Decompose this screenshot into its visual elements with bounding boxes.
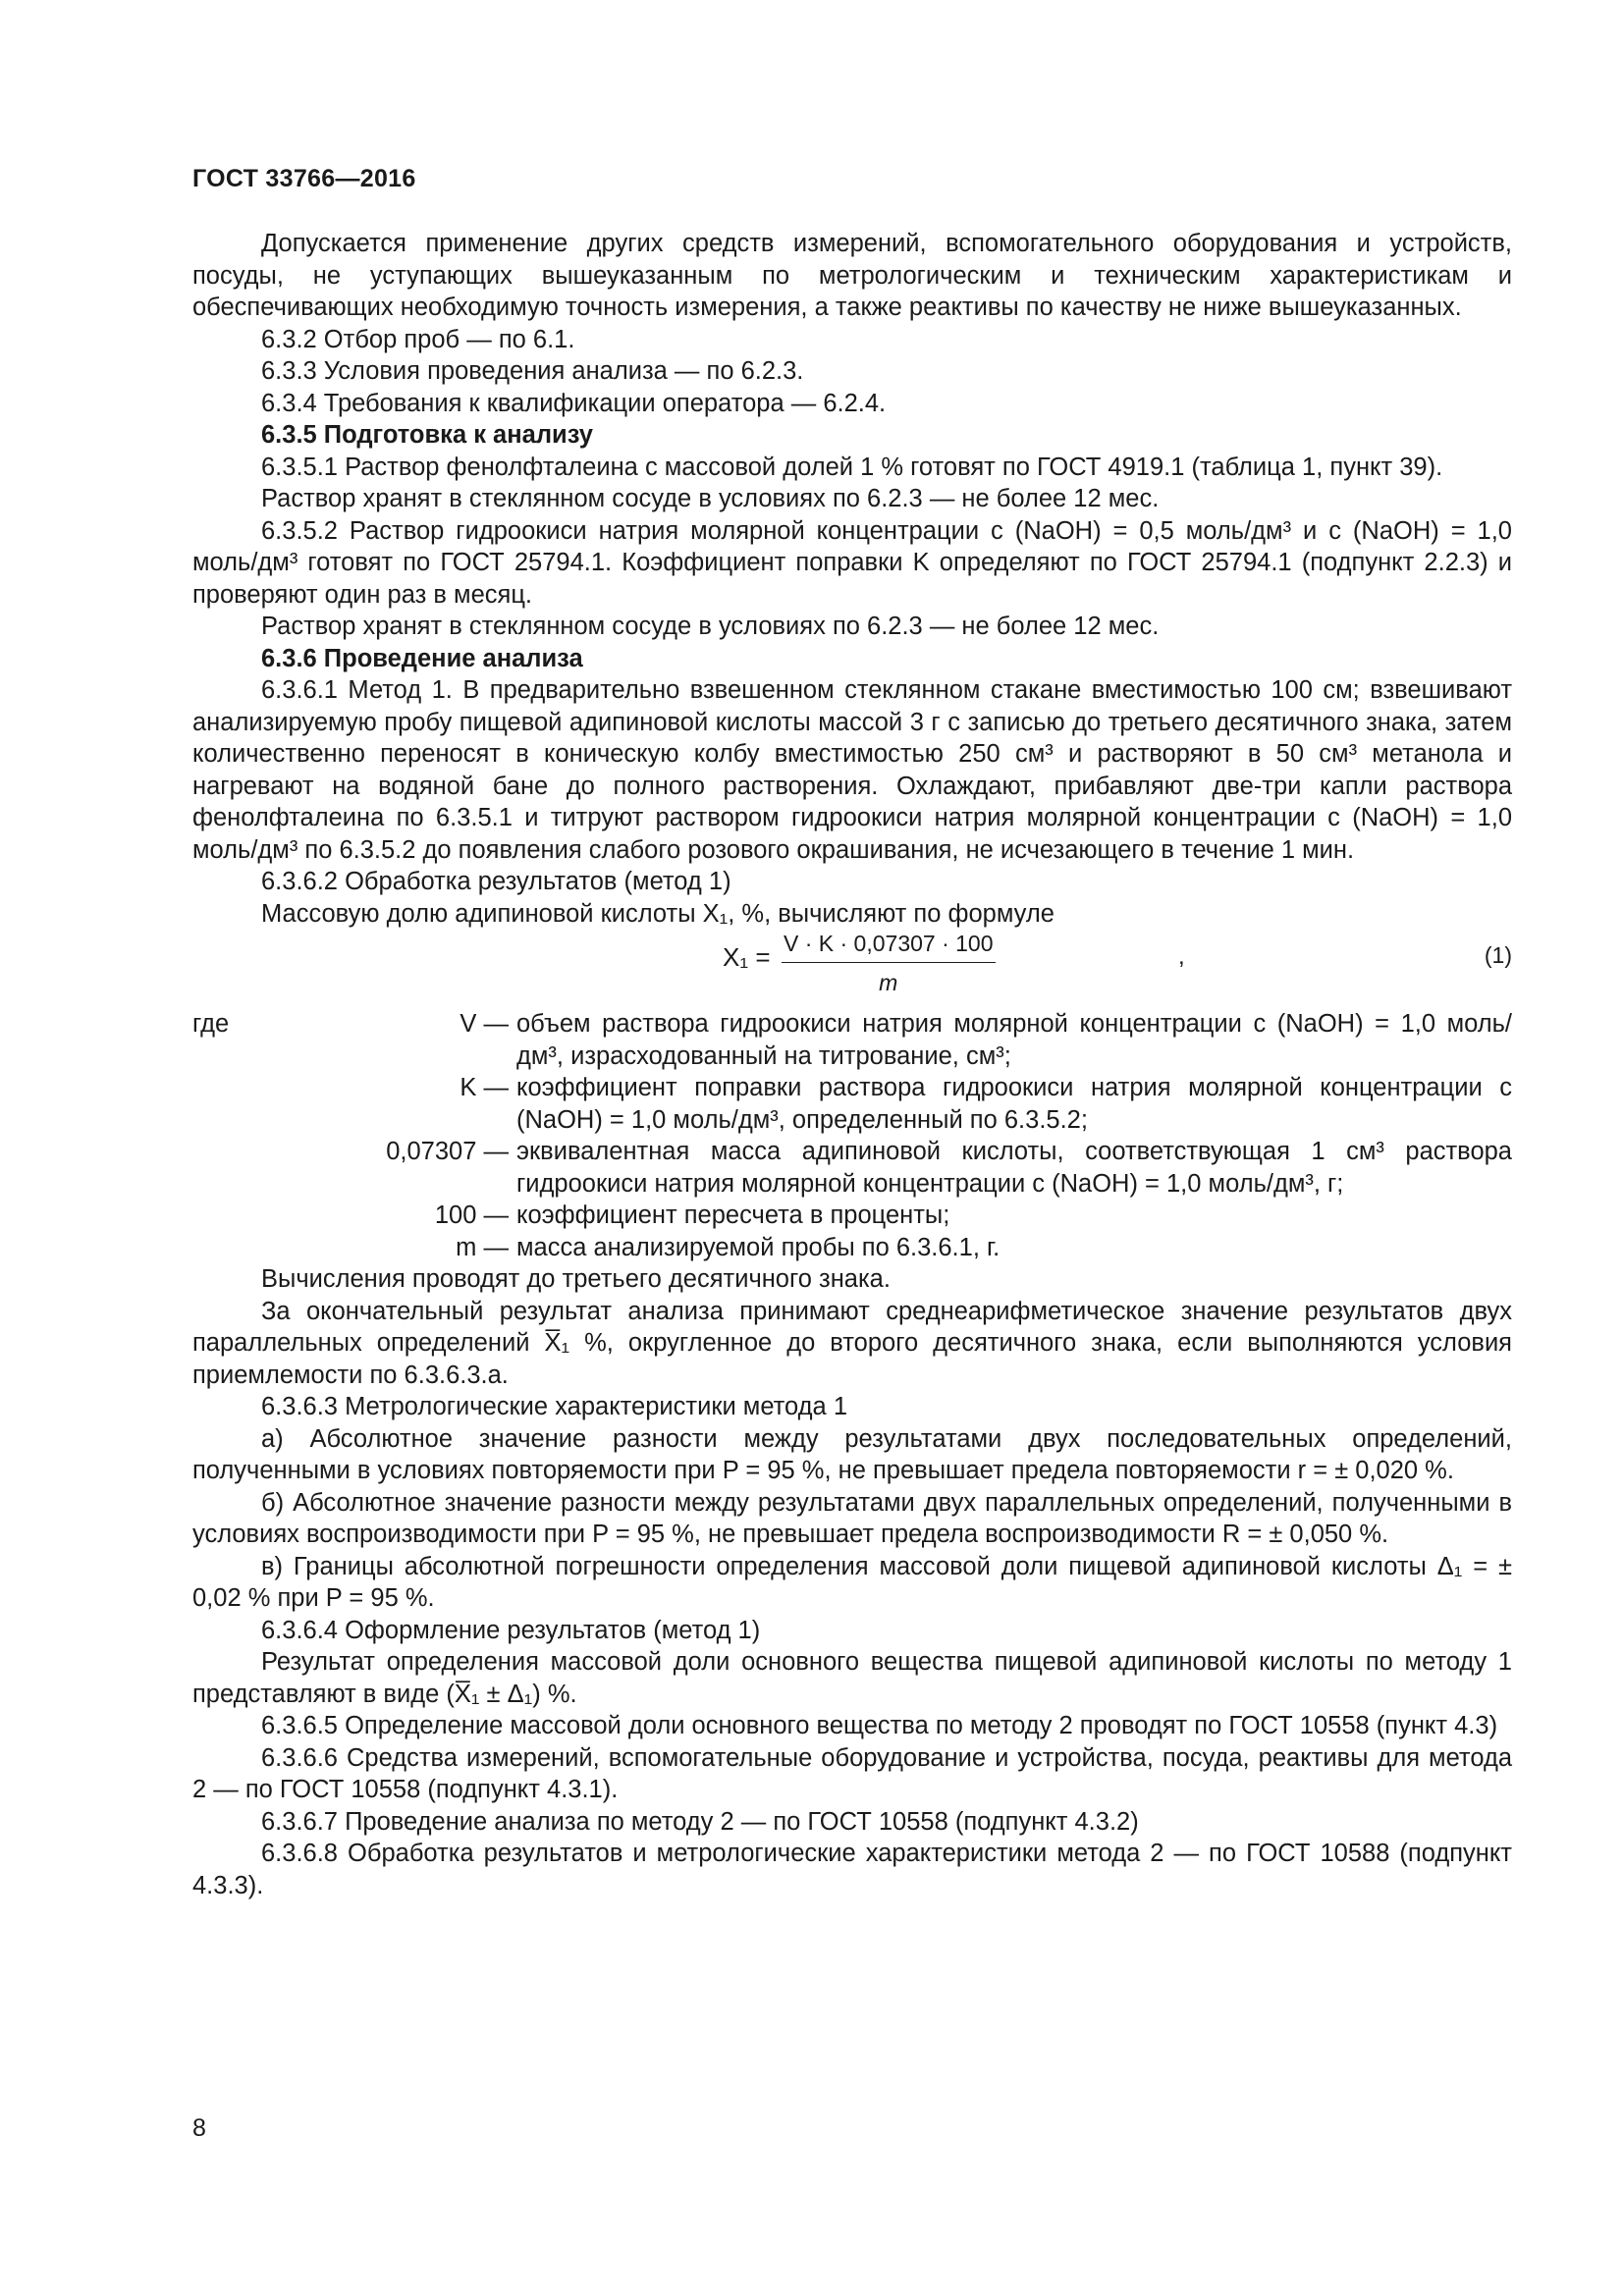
where-symbol: K —: [460, 1074, 509, 1101]
paragraph: 6.3.6.7 Проведение анализа по методу 2 — по ГОСТ 10558 (подпункт 4.3.2): [261, 1807, 1139, 1836]
paragraph: б) Абсолютное значение разности между результатами двух параллельных определений, полученными в условиях воспроизводимости при P = 95 %, не превышает предела воспроизводимости R = ± 0,050 %.: [192, 1488, 1512, 1548]
paragraph: 6.3.2 Отбор проб — по 6.1.: [261, 325, 575, 353]
formula-number: (1): [1484, 942, 1512, 968]
formula-1: [192, 931, 1512, 1002]
where-item: [192, 1232, 1512, 1264]
paragraph: в) Границы абсолютной погрешности определения массовой доли пищевой адипиновой кислоты Δ₁ = ± 0,02 % при P = 95 %.: [192, 1552, 1512, 1612]
paragraph: 6.3.6.6 Средства измерений, вспомогательные оборудование и устройства, посуда, реактивы для метода 2 — по ГОСТ 10558 (подпункт 4.3.1).: [192, 1743, 1512, 1803]
paragraph: Раствор хранят в стеклянном сосуде в условиях по 6.2.3 — не более 12 мес.: [261, 613, 1160, 640]
paragraph: 6.3.6.4 Оформление результатов (метод 1): [261, 1616, 761, 1644]
where-item: [192, 1200, 1512, 1232]
where-description: коэффициент пересчета в проценты;: [516, 1201, 950, 1229]
formula-denominator: m: [879, 969, 898, 995]
paragraph: Раствор хранят в стеклянном сосуде в условиях по 6.2.3 — не более 12 мес.: [261, 485, 1160, 512]
section-heading: 6.3.6 Проведение анализа: [261, 644, 583, 672]
where-description: эквивалентная масса адипиновой кислоты, соответствующая 1 см³ раствора гидроокиси натрия молярной концентрации c (NaOH) = 1,0 моль/дм³, г;: [516, 1138, 1512, 1198]
paragraph: Результат определения массовой доли основного вещества пищевой адипиновой кислоты по методу 1 представляют в виде (X̅₁ ± Δ₁) %.: [192, 1648, 1512, 1708]
where-item: [192, 1008, 1512, 1072]
paragraph: 6.3.6.5 Определение массовой доли основного вещества по методу 2 проводят по ГОСТ 10558 (пункт 4.3): [261, 1712, 1498, 1739]
where-description: масса анализируемой пробы по 6.3.6.1, г.: [516, 1233, 1001, 1261]
formula-numerator: V · K · 0,07307 · 100: [782, 928, 996, 963]
paragraph: 6.3.5.1 Раствор фенолфталеина с массовой долей 1 % готовят по ГОСТ 4919.1 (таблица 1, пункт 39).: [261, 453, 1443, 481]
where-item: [192, 1136, 1512, 1200]
page-number: 8: [192, 2114, 206, 2142]
where-symbol: V —: [460, 1010, 509, 1038]
where-description: объем раствора гидроокиси натрия молярной концентрации c (NaOH) = 1,0 моль/дм³, израсходованный на титрование, см³;: [516, 1010, 1512, 1070]
paragraph: За окончательный результат анализа принимают среднеарифметическое значение результатов двух параллельных определений X̅₁ %, округленное до второго десятичного знака, если выполняются условия приемлемости по 6.3.6.3.а.: [192, 1297, 1512, 1389]
formula-lhs: X₁ =: [723, 942, 771, 972]
paragraph: 6.3.3 Условия проведения анализа — по 6.2.3.: [261, 357, 804, 385]
where-symbol: m —: [456, 1233, 509, 1261]
paragraph: Вычисления проводят до третьего десятичного знака.: [261, 1265, 891, 1293]
paragraph: 6.3.6.2 Обработка результатов (метод 1): [261, 868, 731, 895]
paragraph: Допускается применение других средств измерений, вспомогательного оборудования и устройств, посуды, не уступающих вышеуказанным по метрологическим и техническим характеристикам и обеспечивающих необходимую точность измерения, а также реактивы по качеству не ниже вышеуказанных.: [192, 230, 1512, 321]
paragraph: 6.3.5.2 Раствор гидроокиси натрия молярной концентрации c (NaOH) = 0,5 моль/дм³ и c (NaOH) = 1,0 моль/дм³ готовят по ГОСТ 25794.1. Коэффициент поправки K определяют по ГОСТ 25794.1 (подпункт 2.2.3) и проверяют один раз в месяц.: [192, 516, 1512, 609]
where-block: [192, 1008, 1512, 1263]
where-symbol: 0,07307 —: [386, 1138, 509, 1165]
paragraph: а) Абсолютное значение разности между результатами двух последовательных определений, полученными в условиях повторяемости при P = 95 %, не превышает предела повторяемости r = ± 0,020 %.: [192, 1424, 1512, 1484]
formula-fraction: [782, 928, 996, 998]
where-symbol: 100 —: [434, 1201, 509, 1229]
paragraph: 6.3.4 Требования к квалификации оператора — 6.2.4.: [261, 389, 887, 417]
formula-trail: ,: [1178, 943, 1185, 970]
paragraph: 6.3.6.3 Метрологические характеристики метода 1: [261, 1393, 848, 1420]
paragraph: 6.3.6.8 Обработка результатов и метрологические характеристики метода 2 — по ГОСТ 10588 (подпункт 4.3.3).: [192, 1840, 1512, 1899]
where-description: коэффициент поправки раствора гидроокиси натрия молярной концентрации c (NaOH) = 1,0 моль/дм³, определенный по 6.3.5.2;: [516, 1074, 1512, 1134]
document-body: [192, 228, 1512, 1901]
where-item: [192, 1072, 1512, 1136]
where-word: где: [192, 1010, 230, 1038]
paragraph: 6.3.6.1 Метод 1. В предварительно взвешенном стеклянном стакане вместимостью 100 см; взвешивают анализируемую пробу пищевой адипиновой кислоты массой 3 г с записью до третьего десятичного знака, затем количественно переносят в коническую колбу вместимостью 250 см³ и растворяют в 50 см³ метанола и нагревают на водяной бане до полного растворения. Охлаждают, прибавляют две-три капли раствора фенолфталеина по 6.3.5.1 и титруют раствором гидроокиси натрия молярной концентрации c (NaOH) = 1,0 моль/дм³ по 6.3.5.2 до появления слабого розового окрашивания, не исчезающего в течение 1 мин.: [192, 676, 1512, 864]
section-heading: 6.3.5 Подготовка к анализу: [261, 421, 593, 449]
document-header: ГОСТ 33766—2016: [192, 165, 416, 192]
paragraph: Массовую долю адипиновой кислоты X₁, %, вычисляют по формуле: [261, 899, 1055, 928]
